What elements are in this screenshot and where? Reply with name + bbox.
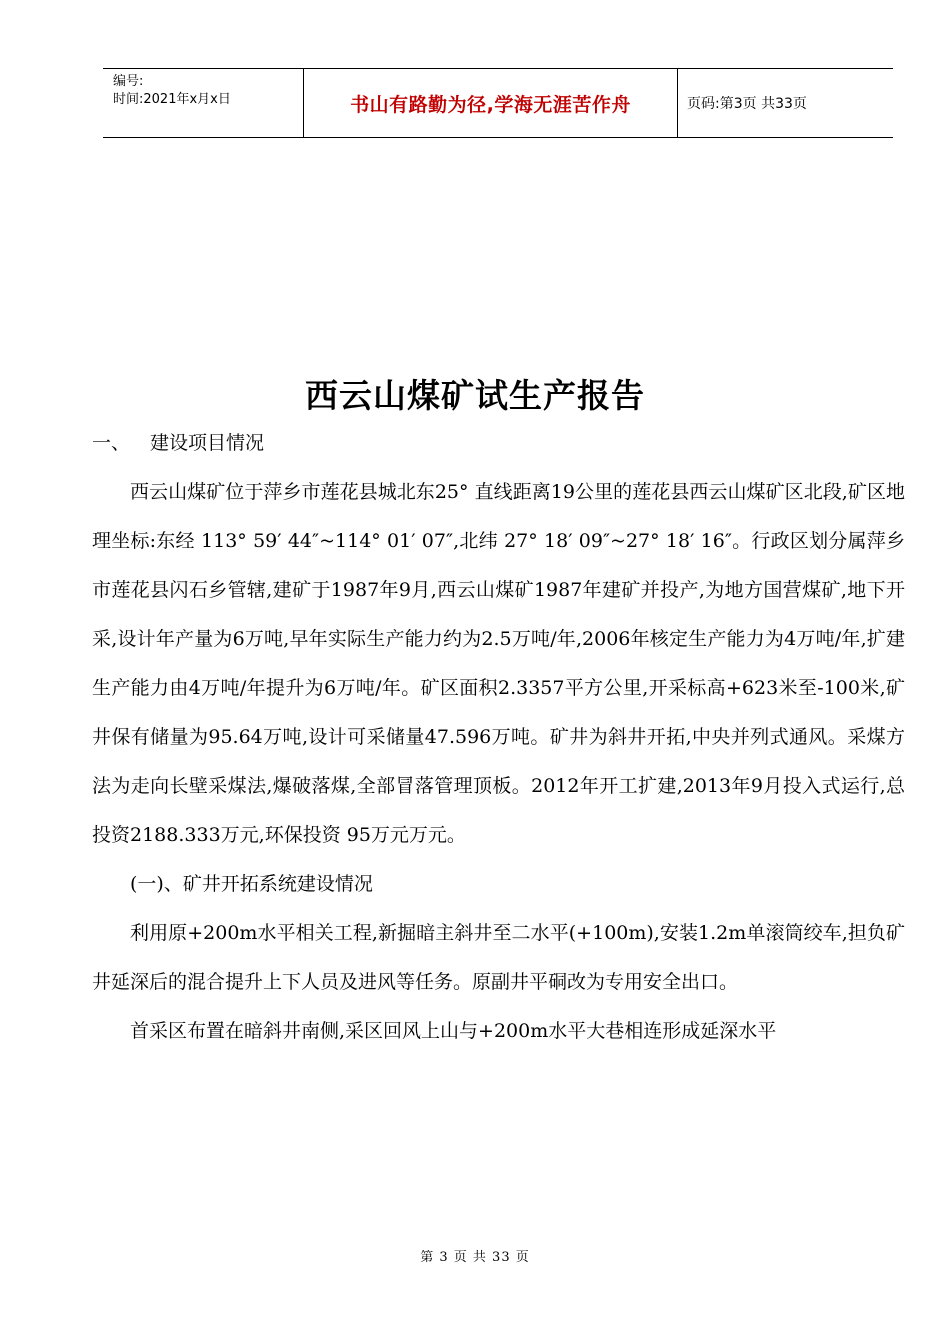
paragraph-overview: 西云山煤矿位于萍乡市莲花县城北东25° 直线距离19公里的莲花县西云山煤矿区北段,矿区地理坐标:东经 113° 59′ 44″~114° 01′ 07″,北纬 27° 18′ 09″~27° 18′ 16″。行政区划分属萍乡市莲花县闪石乡管辖,建矿于1987年9月,西云山煤矿1987年建矿并投产,为地方国营煤矿,地下开采,设计年产量为6万吨,早年实际生产能力约为2.5万吨/年,2006年核定生产能力为4万吨/年,扩建生产能力由4万吨/年提升为6万吨/年。矿区面积2.3357平方公里,开采标高+623米至-100米,矿井保有储量为95.64万吨,设计可采储量47.596万吨。矿井为斜井开拓,中央并列式通风。采煤方法为走向长壁采煤法,爆破落煤,全部冒落管理顶板。2012年开工扩建,2013年9月投入式运行,总投资2188.333万元,环保投资 95万元万元。 — [92, 481, 905, 846]
document-title: 西云山煤矿试生产报告 — [305, 376, 645, 415]
paragraph-first-mining-area: 首采区布置在暗斜井南侧,采区回风上山与+200m水平大巷相连形成延深水平 — [130, 1020, 777, 1042]
section-heading — [92, 428, 264, 455]
header-meta-cell — [103, 69, 304, 137]
section-number: 一、 — [92, 432, 131, 454]
paragraph-development: 利用原+200m水平相关工程,新掘暗主斜井至二水平(+100m),安装1.2m单滚筒绞车,担负矿井延深后的混合提升上下人员及进风等任务。原副井平硐改为专用安全出口。 — [92, 922, 905, 993]
document-body — [92, 468, 905, 1056]
header-page-info: 页码:第3页 共33页 — [687, 96, 807, 112]
serial-number-label: 编号: — [113, 74, 144, 89]
date-label: 时间:2021年x月x日 — [113, 92, 231, 107]
section-title: 建设项目情况 — [150, 432, 265, 454]
subsection-heading: (一)、矿井开拓系统建设情况 — [130, 873, 373, 895]
header-motto: 书山有路勤为径,学海无涯苦作舟 — [304, 69, 678, 137]
page-footer: 第 3 页 共 33 页 — [420, 1250, 530, 1265]
page-header — [103, 68, 893, 138]
